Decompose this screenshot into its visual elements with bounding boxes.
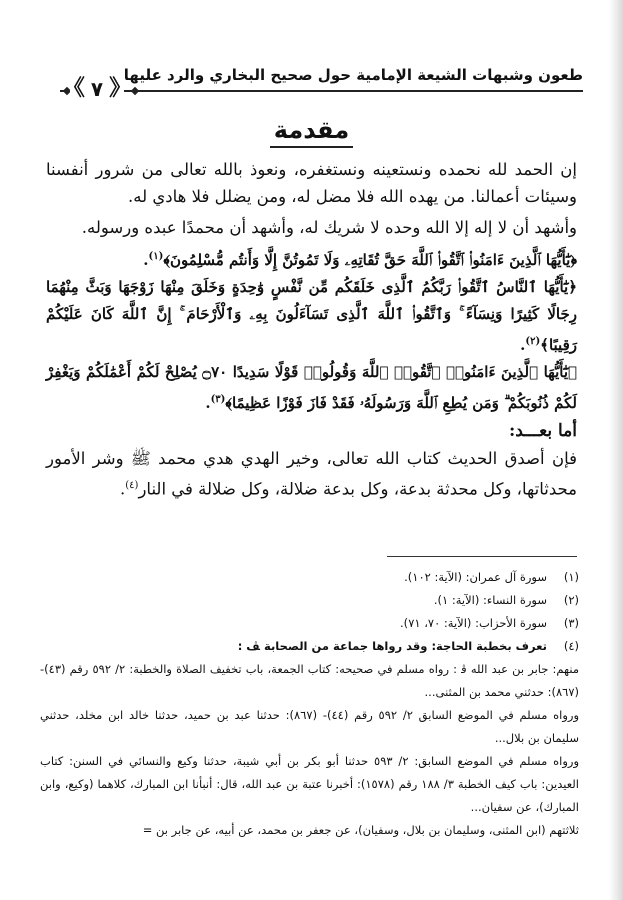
footnote-ref: (٣) [210,394,226,405]
footnote-continuation: ورواه مسلم في الموضع السابق: ٢/ ٥٩٣ حدثنا أبو بكر بن أبي شيبة، حدثنا وكيع والنسائي في السنن: كتاب العيدين: باب كيف الخطبة ٣/ ١٨٨ رقم (١٥٧٨): أخبرنا عتبة بن عبد الله، قال: أنبأنا ابن المبارك، كلاهما (وكيع، وابن المبارك)، عن سفيان... [40,754,580,814]
running-header [60,66,583,102]
quran-verse: ﴿يَٰٓأَيُّهَا ٱلنَّاسُ ٱتَّقُوا۟ رَبَّكُمُ ٱلَّذِى خَلَقَكُم مِّن نَّفْسٍ وَٰحِدَةٍ وَخَلَقَ مِنْهَا زَوْجَهَا وَبَثَّ مِنْهُمَا رِجَالًا كَثِيرًا وَنِسَآءً ۚ وَٱتَّقُوا۟ ٱللَّهَ ٱلَّذِى تَسَآءَلُونَ بِهِۦ وَٱلْأَرْحَامَ ۚ إِنَّ ٱللَّهَ كَانَ عَلَيْكُمْ رَقِيبًا﴾$^{(٢)}$. [46,278,577,354]
footnote-text: سورة آل عمران: (الآية: ١٠٢). [404,570,547,584]
section-title [0,116,623,148]
footnote-item [40,566,579,589]
footnote-continuation: ورواه مسلم في الموضع السابق ٢/ ٥٩٢ رقم (٤٤)- (٨٦٧): حدثنا عبد بن حميد، حدثنا خالد ابن مخلد، حدثني سليمان بن بلال... [40,708,579,745]
footnote-item [40,589,579,612]
verse-text: ﴿يَٰٓأَيُّهَا ٱلنَّاسُ ٱتَّقُوا۟ رَبَّكُمُ ٱلَّذِى خَلَقَكُم مِّن نَّفْسٍ وَٰحِدَةٍ وَخَلَقَ مِنْهَا زَوْجَهَا وَبَثَّ مِنْهُمَا رِجَالًا كَثِيرًا وَنِسَآءً ۚ وَٱتَّقُوا۟ ٱللَّهَ ٱلَّذِى تَسَآءَلُونَ بِهِۦ وَٱلْأَرْحَامَ ۚ إِنَّ ٱللَّهَ كَانَ عَلَيْكُمْ رَقِيبًا﴾ [46,278,577,354]
footnote-separator [387,556,577,557]
verse-text: ﴿يَٰٓأَيُّهَا ٱلَّذِينَ ءَامَنُوا۟ ٱتَّقُوا۟ ٱللَّهَ وَقُولُوا۟ قَوْلًا سَدِيدًا ۝٧٠ يُصْلِحْ لَكُمْ أَعْمَٰلَكُمْ وَيَغْفِرْ لَكُمْ ذُنُوبَكُمْ ۗ وَمَن يُطِعِ ٱللَّهَ وَرَسُولَهُۥ فَقَدْ فَازَ فَوْزًا عَظِيمًا﴾ [46,363,577,412]
paragraph: وأشهد أن لا إله إلا الله وحده لا شريك له، وأشهد أن محمدًا عبده ورسوله. [81,218,577,237]
footnotes [40,566,579,842]
footnote-item [40,635,579,658]
quran-verse: ﴿يَٰٓأَيُّهَا ٱلَّذِينَ ءَامَنُوا۟ ٱتَّقُوا۟ ٱللَّهَ وَقُولُوا۟ قَوْلًا سَدِيدًا ۝٧٠ يُصْلِحْ لَكُمْ أَعْمَٰلَكُمْ وَيَغْفِرْ لَكُمْ ذُنُوبَكُمْ ۗ وَمَن يُطِعِ ٱللَّهَ وَرَسُولَهُۥ فَقَدْ فَازَ فَوْزًا عَظِيمًا﴾$^{(٣)}$. [46,363,577,412]
paragraph: إن الحمد لله نحمده ونستعينه ونستغفره، ونعوذ بالله تعالى من شرور أنفسنا وسيئات أعمالنا. من يهده الله فلا مضل له، ومن يضلل فلا هادي له. [46,160,577,206]
running-title: طعون وشبهات الشيعة الإمامية حول صحيح البخاري والرد عليها [123,66,583,84]
paragraph: فإن أصدق الحديث كتاب الله تعالى، وخير الهدي هدي محمد ﷺ وشر الأمور محدثاتها، وكل محدثة بدعة، وكل بدعة ضلالة، وكل ضلالة في النار$^{(٤)}$. [46,449,577,499]
bracket-right: 》 [109,76,132,101]
verse-text: ﴿يَٰٓأَيُّهَا ٱلَّذِينَ ءَامَنُوا۟ ٱتَّقُوا۟ ٱللَّهَ حَقَّ تُقَاتِهِۦ وَلَا تَمُوتُنَّ إِلَّا وَأَنتُم مُّسْلِمُونَ﴾ [163,251,577,269]
footnote-text: تعرف بخطبة الحاجة: وقد رواها جماعة من الصحابة ﭫ : [237,639,547,653]
page-number-box [62,76,132,102]
section-title-text: مقدمة [270,116,353,148]
footnote-ref: (١) [148,251,164,262]
footnote-item [40,612,579,635]
footnote-continuation: ثلاثتهم (ابن المثنى، وسليمان بن بلال، وسفيان)، عن جعفر بن محمد، عن أبيه، عن جابر بن = [142,823,579,837]
footnote-number: (٤) [563,639,579,653]
closing-text: فإن أصدق الحديث كتاب الله تعالى، وخير الهدي هدي محمد ﷺ وشر الأمور محدثاتها، وكل محدثة بدعة، وكل بدعة ضلالة، وكل ضلالة في النار [46,449,577,499]
footnote-number: (٣) [563,616,579,630]
bracket-left: 《 [62,76,85,101]
footnote-text: سورة الأحزاب: (الآية: ٧٠، ٧١). [400,616,547,630]
footnote-text: سورة النساء: (الآية: ١). [433,593,547,607]
amma-baad-heading: أما بعـــد: [509,421,577,441]
ornament-dot-icon [131,87,139,95]
footnote-ref: (٤) [125,480,139,491]
footnote-continuation: منهم: جابر بن عبد الله ﭬ : رواه مسلم في صحيحه: كتاب الجمعة، باب تخفيف الصلاة والخطبة: ٢/ ٥٩٢ رقم (٤٣)- (٨٦٧): حدثني محمد بن المثنى... [40,662,579,699]
footnote-ref: (٢) [525,336,541,347]
footnote-number: (٢) [563,593,579,607]
page-number: ٧ [90,77,104,101]
footnote-number: (١) [563,570,579,584]
main-text [46,156,577,503]
quran-verse: ﴿يَٰٓأَيُّهَا ٱلَّذِينَ ءَامَنُوا۟ ٱتَّقُوا۟ ٱللَّهَ حَقَّ تُقَاتِهِۦ وَلَا تَمُوتُنَّ إِلَّا وَأَنتُم مُّسْلِمُونَ﴾$^{(١)}$. [143,251,577,269]
